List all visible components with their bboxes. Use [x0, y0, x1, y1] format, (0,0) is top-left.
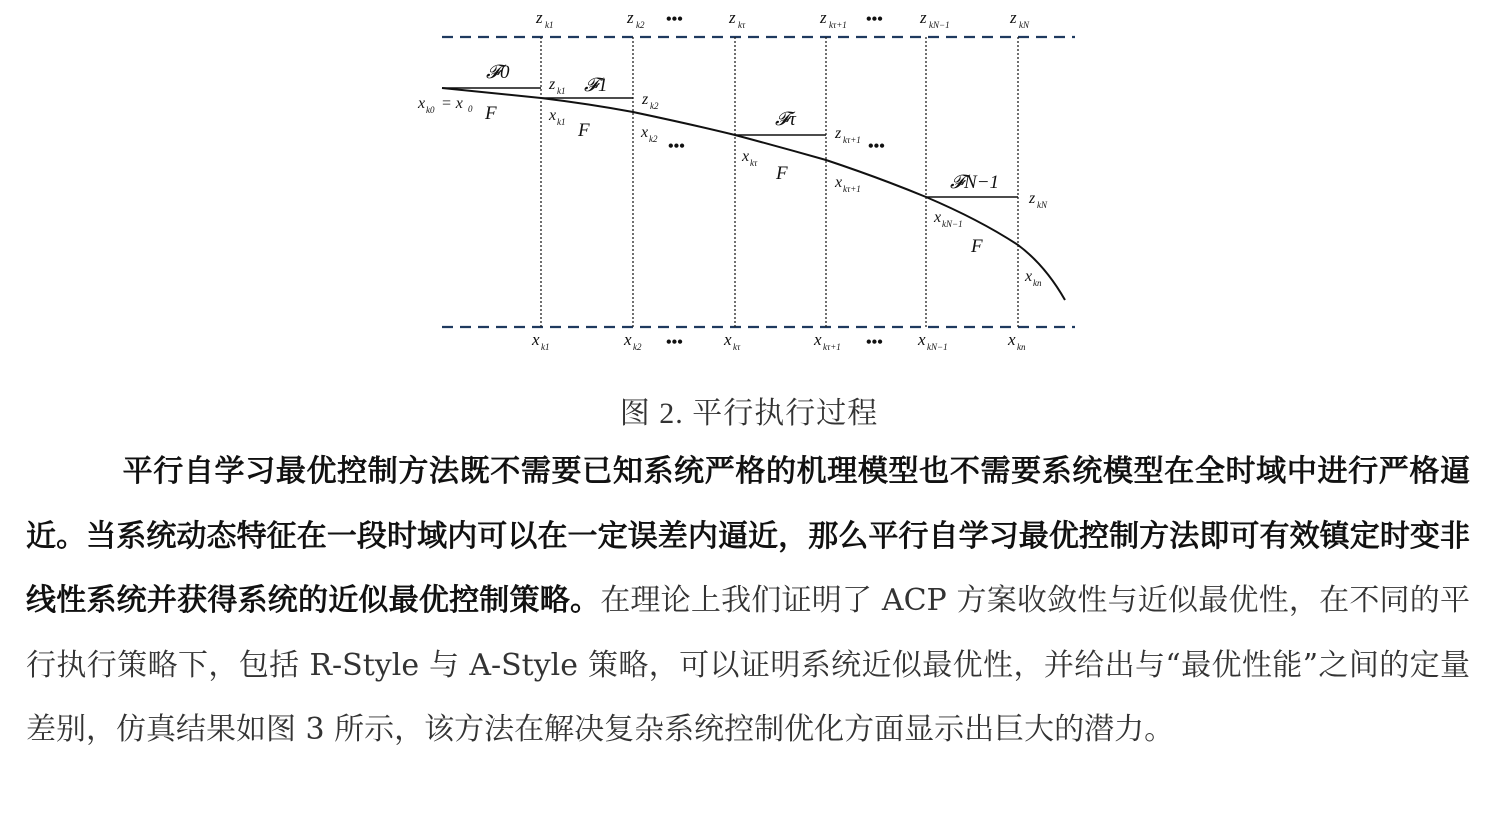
- svg-text:k1: k1: [557, 117, 566, 127]
- trajectory-curve: [442, 88, 1065, 300]
- svg-text:k0: k0: [426, 105, 435, 115]
- svg-text:kτ+1: kτ+1: [843, 184, 861, 194]
- top-label: z: [729, 8, 736, 27]
- figure-caption: 图 2. 平行执行过程: [619, 397, 879, 430]
- svg-text:x: x: [1025, 268, 1033, 285]
- svg-text:0: 0: [468, 104, 473, 114]
- bottom-label: x: [814, 330, 822, 349]
- svg-text:z: z: [1029, 190, 1036, 207]
- top-label: z: [536, 8, 543, 27]
- svg-text:kN: kN: [1037, 200, 1047, 210]
- svg-text:F: F: [776, 163, 788, 184]
- svg-text:x: x: [835, 174, 843, 191]
- segment-label: 𝓕1: [584, 75, 608, 96]
- top-label-sub: k2: [636, 20, 645, 30]
- bottom-label-sub: kτ+1: [823, 342, 841, 352]
- segment-markers: [442, 88, 1018, 197]
- svg-text:x: x: [418, 95, 426, 112]
- bottom-label: x: [1008, 330, 1016, 349]
- svg-text:kτ: kτ: [750, 158, 758, 168]
- top-label-sub: k1: [545, 20, 554, 30]
- svg-text:k2: k2: [650, 101, 659, 111]
- svg-text:F: F: [578, 120, 590, 141]
- parallel-execution-figure: [0, 0, 1498, 370]
- ellipsis-mid-2: •••: [868, 138, 885, 155]
- paragraph-bold-text: 平行自学习最优控制方法既不需要已知系统严格的机理模型也不需要系统模型在全时域中进行严格逼近。当系统动态特征在一段时域内可以在一定误差内逼近，那么平行自学习最优控制方法即可有效镇定时变非线性系统并获得系统的近似最优控制策略。: [26, 454, 1470, 618]
- segment-labels: [486, 62, 999, 193]
- svg-text:z: z: [835, 125, 842, 142]
- svg-text:k2: k2: [649, 134, 658, 144]
- start-label: [417, 95, 473, 115]
- bottom-label: x: [624, 330, 632, 349]
- bottom-label-sub: k2: [633, 342, 642, 352]
- body-paragraph: [26, 440, 1470, 763]
- bottom-label-sub: kN−1: [927, 342, 948, 352]
- svg-text:F: F: [971, 236, 983, 257]
- bottom-label-sub: kn: [1017, 342, 1026, 352]
- top-label: z: [627, 8, 634, 27]
- bottom-x-labels: [531, 330, 1026, 352]
- top-label: z: [820, 8, 827, 27]
- ellipsis-bottom-2: •••: [866, 334, 883, 351]
- ellipsis-top-1: •••: [666, 11, 683, 28]
- figure-svg: [0, 0, 1498, 370]
- svg-text:x: x: [641, 124, 649, 141]
- svg-text:kτ+1: kτ+1: [843, 135, 861, 145]
- segment-label: 𝓕τ: [775, 109, 796, 130]
- ellipsis-mid-1: •••: [668, 138, 685, 155]
- bottom-label: x: [724, 330, 732, 349]
- bottom-label-sub: kτ: [733, 342, 741, 352]
- svg-text:kn: kn: [1033, 278, 1042, 288]
- bottom-label: x: [918, 330, 926, 349]
- top-label-sub: kN: [1019, 20, 1029, 30]
- bottom-label: x: [532, 330, 540, 349]
- svg-text:x: x: [934, 209, 942, 226]
- svg-text:x: x: [549, 107, 557, 124]
- top-label-sub: kτ+1: [829, 20, 847, 30]
- bottom-label-sub: k1: [541, 342, 550, 352]
- svg-text:k1: k1: [557, 86, 566, 96]
- ellipsis-bottom-1: •••: [666, 334, 683, 351]
- top-z-labels: [535, 8, 1030, 30]
- segment-label: 𝓕0: [486, 62, 510, 83]
- segment-label: 𝓕N−1: [950, 172, 1000, 193]
- svg-text:z: z: [549, 76, 556, 93]
- ellipsis-top-2: •••: [866, 11, 883, 28]
- top-label-sub: kτ: [738, 20, 746, 30]
- paragraph-normal-text: 在理论上我们证明了 ACP 方案收敛性与近似最优性，在不同的平行执行策略下，包括 R-Style 与 A-Style 策略，可以证明系统近似最优性，并给出与“最优性能”之间的定量差别，仿真结果如图 3 所示，该方法在解决复杂系统控制优化方面显示出巨大的潜力。: [26, 583, 1470, 747]
- svg-text:z: z: [642, 91, 649, 108]
- top-label-sub: kN−1: [929, 20, 950, 30]
- svg-text:x: x: [742, 148, 750, 165]
- svg-text:F: F: [485, 103, 497, 124]
- top-label: z: [920, 8, 927, 27]
- svg-text:= x: = x: [441, 95, 463, 112]
- svg-text:kN−1: kN−1: [942, 219, 963, 229]
- top-label: z: [1010, 8, 1017, 27]
